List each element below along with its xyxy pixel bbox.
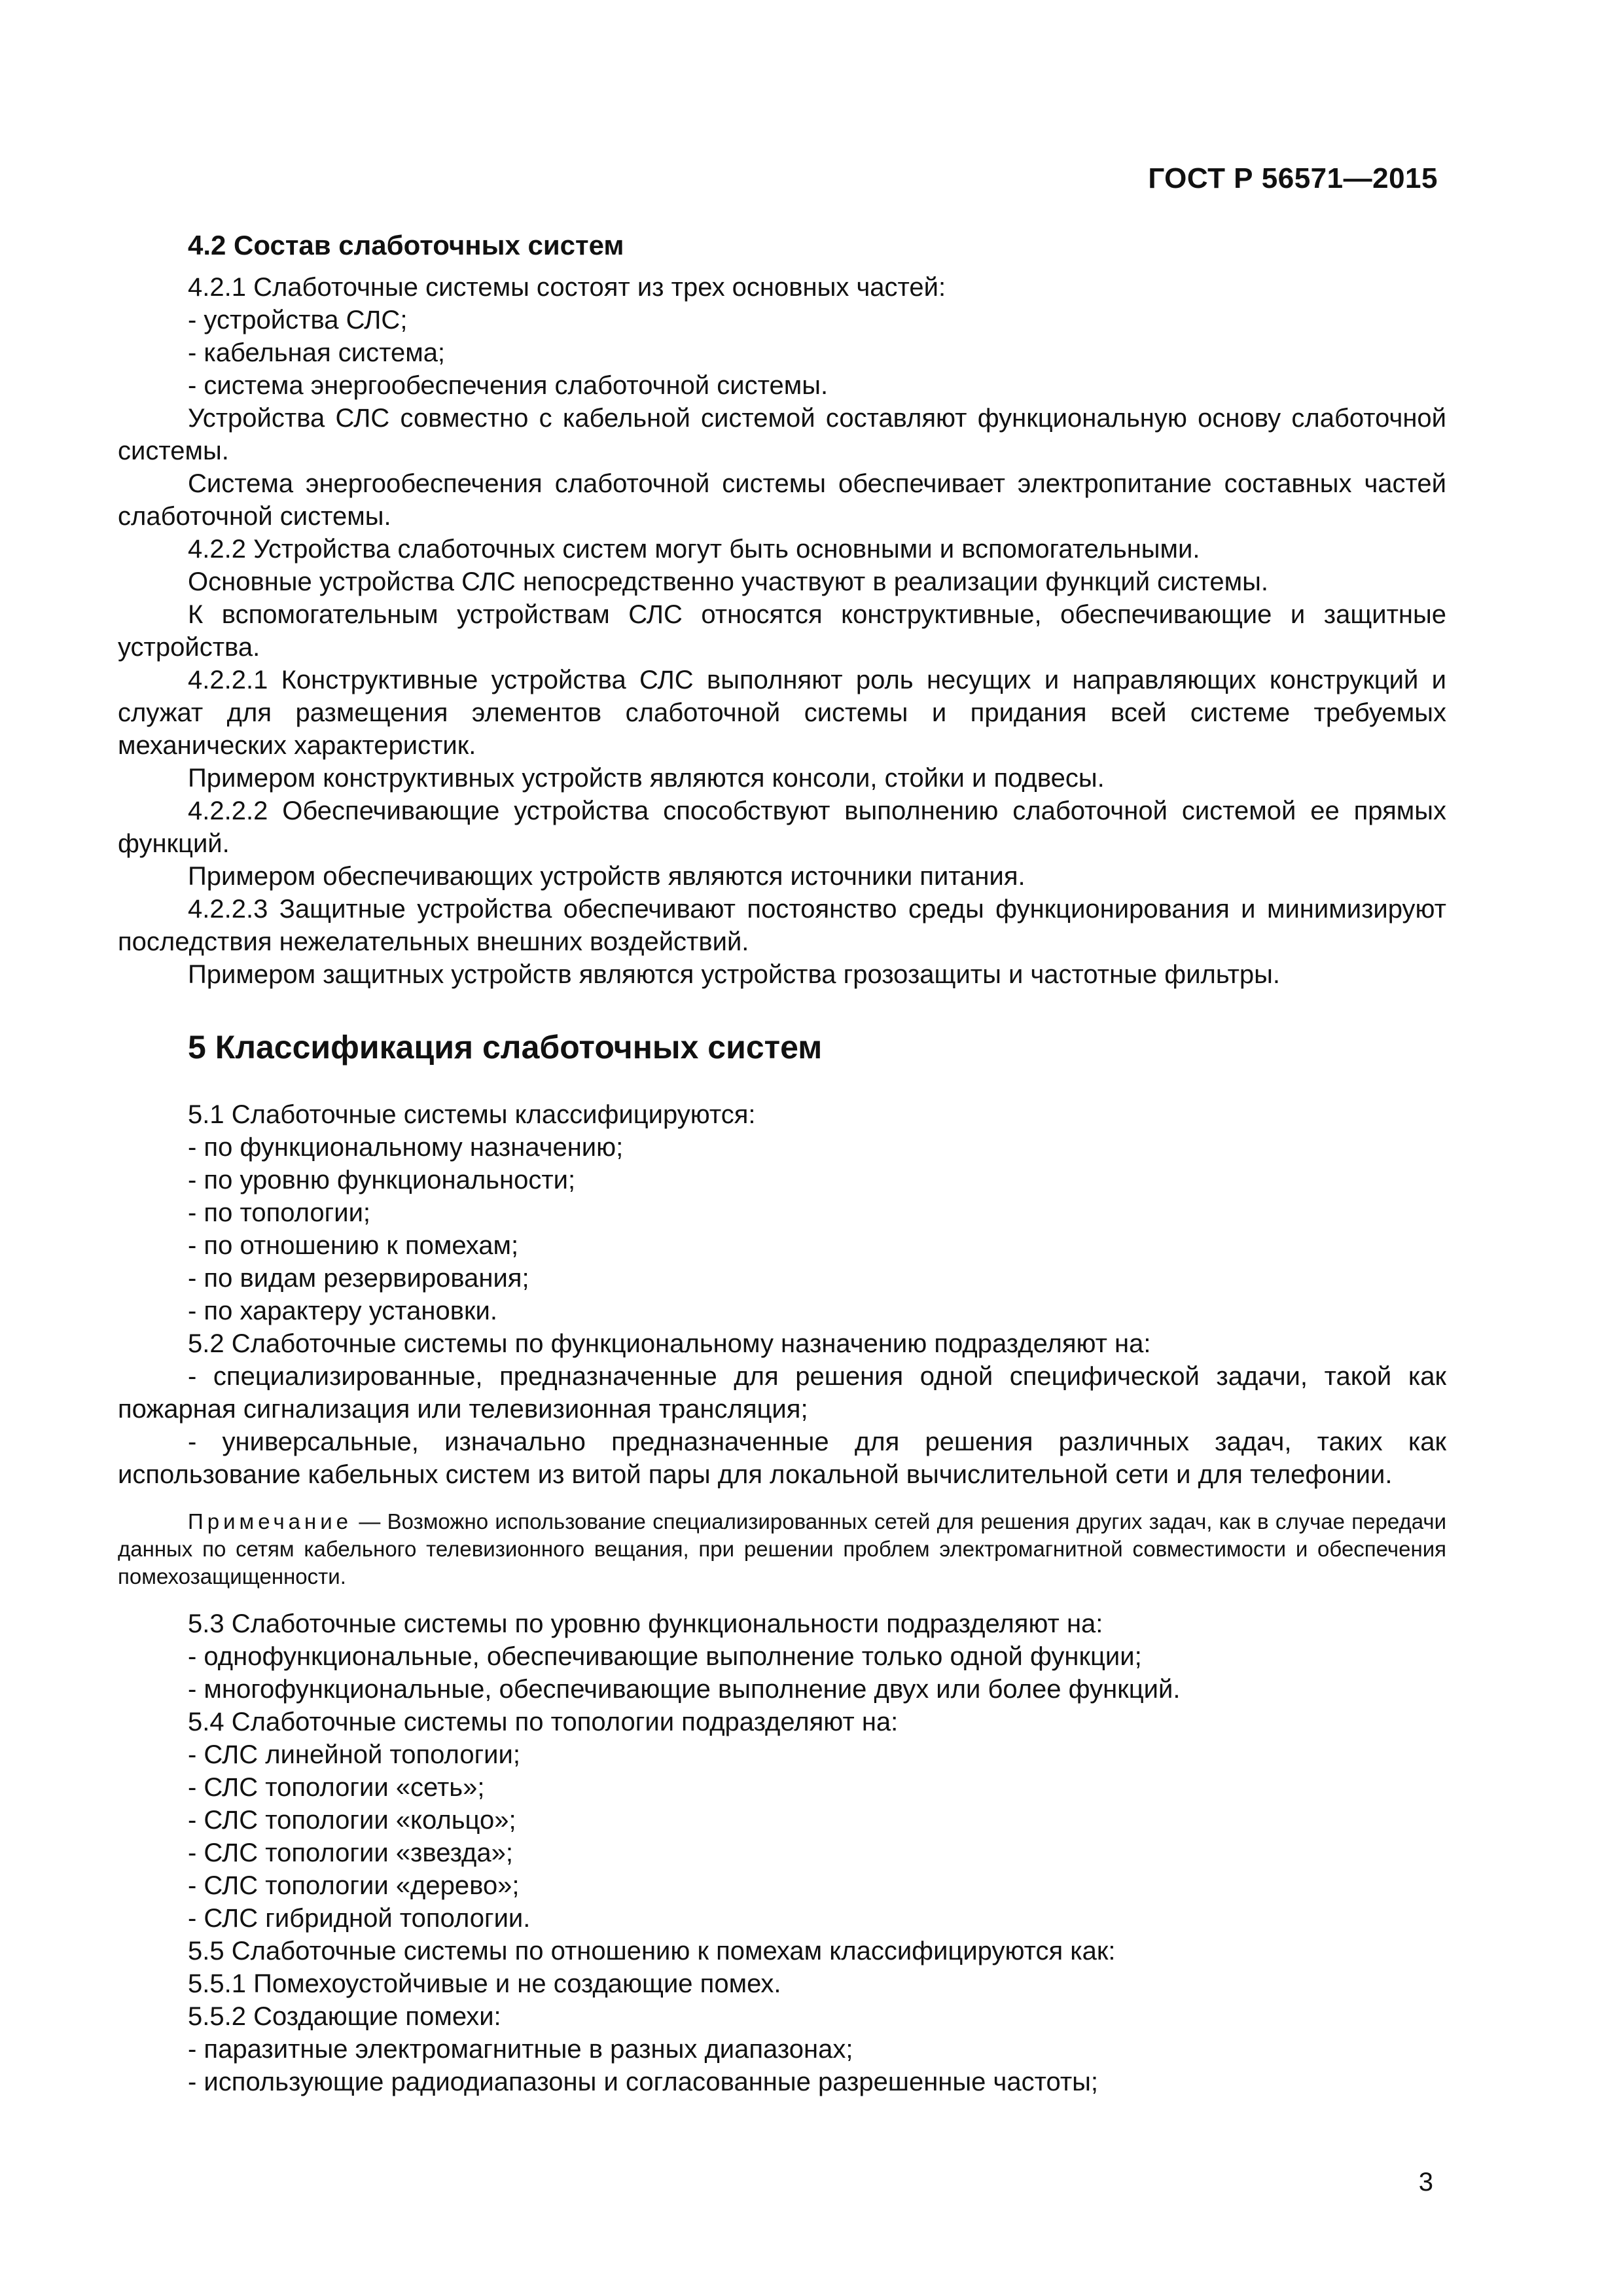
list-item: - паразитные электромагнитные в разных диапазонах; [188, 2035, 853, 2064]
list-item: - устройства СЛС; [188, 306, 408, 334]
document-code: ГОСТ Р 56571—2015 [1148, 162, 1438, 194]
list-item: - по топологии; [188, 1198, 371, 1227]
document-body [118, 229, 1446, 2098]
paragraph: Система энергообеспечения слаботочной системы обеспечивает электропитание составных частей слаботочной системы. [118, 469, 1446, 531]
paragraph: Примером конструктивных устройств являются консоли, стойки и подвесы. [188, 764, 1105, 793]
list-item: - СЛС топологии «сеть»; [188, 1773, 485, 1802]
paragraph: Устройства СЛС совместно с кабельной системой составляют функциональную основу слаботочной системы. [118, 404, 1446, 465]
note [118, 1508, 1446, 1590]
paragraph: 5.5 Слаботочные системы по отношению к помехам классифицируются как: [188, 1937, 1116, 1965]
paragraph: 5.4 Слаботочные системы по топологии подразделяют на: [188, 1708, 899, 1736]
paragraph: 5.5.1 Помехоустойчивые и не создающие помех. [188, 1969, 781, 1998]
list-item: - однофункциональные, обеспечивающие выполнение только одной функции; [188, 1642, 1142, 1671]
paragraph: 4.2.2.1 Конструктивные устройства СЛС выполняют роль несущих и направляющих конструкций и служат для размещения элементов слаботочной системы и придания всей системе требуемых механических характеристик. [118, 666, 1446, 760]
list-item: - по характеру установки. [188, 1297, 497, 1325]
list-item: - по отношению к помехам; [188, 1231, 519, 1260]
paragraph: Примером защитных устройств являются устройства грозозащиты и частотные фильтры. [188, 960, 1281, 989]
paragraph: 4.2.2.2 Обеспечивающие устройства способствуют выполнению слаботочной системой ее прямых функций. [118, 797, 1446, 858]
list-item: - СЛС линейной топологии; [188, 1740, 520, 1769]
list-item: - система энергообеспечения слаботочной системы. [188, 371, 829, 400]
paragraph: 5.1 Слаботочные системы классифицируются: [188, 1100, 756, 1129]
list-item: - по видам резервирования; [188, 1264, 529, 1293]
paragraph: 5.5.2 Создающие помехи: [188, 2002, 501, 2031]
list-item: - по функциональному назначению; [188, 1133, 624, 1162]
paragraph: Основные устройства СЛС непосредственно участвуют в реализации функций системы. [188, 567, 1268, 596]
list-item: - специализированные, предназначенные для решения одной специфической задачи, такой как пожарная сигнализация или телевизионная трансляция; [118, 1362, 1446, 1424]
page-number: 3 [1418, 2168, 1433, 2197]
section-heading-5: 5 Классификация слаботочных систем [188, 1029, 823, 1066]
paragraph: 4.2.1 Слаботочные системы состоят из трех основных частей: [188, 273, 946, 302]
list-item: - СЛС топологии «кольцо»; [188, 1806, 516, 1835]
list-item: - использующие радиодиапазоны и согласованные разрешенные частоты; [188, 2068, 1098, 2096]
note-text: — Возможно использование специализированных сетей для решения других задач, как в случае передачи данных по сетям кабельного телевизионного вещания, при решении проблем электромагнитной совместимости и обеспечения помехозащищенности. [118, 1509, 1446, 1588]
paragraph: 4.2.2 Устройства слаботочных систем могут быть основными и вспомогательными. [188, 535, 1200, 564]
section-heading-4-2: 4.2 Состав слаботочных систем [188, 230, 624, 260]
paragraph: 5.2 Слаботочные системы по функциональному назначению подразделяют на: [188, 1329, 1151, 1358]
list-item: - СЛС топологии «звезда»; [188, 1839, 513, 1867]
paragraph: К вспомогательным устройствам СЛС относятся конструктивные, обеспечивающие и защитные устройства. [118, 600, 1446, 662]
list-item: - по уровню функциональности; [188, 1166, 576, 1194]
list-item: - универсальные, изначально предназначенные для решения различных задач, таких как использование кабельных систем из витой пары для локальной вычислительной сети и для телефонии. [118, 1427, 1446, 1489]
list-item: - СЛС топологии «дерево»; [188, 1871, 520, 1900]
paragraph: 5.3 Слаботочные системы по уровню функциональности подразделяют на: [188, 1609, 1103, 1638]
paragraph: Примером обеспечивающих устройств являются источники питания. [188, 862, 1026, 891]
list-item: - СЛС гибридной топологии. [188, 1904, 531, 1933]
paragraph: 4.2.2.3 Защитные устройства обеспечивают постоянство среды функционирования и минимизируют последствия нежелательных внешних воздействий. [118, 895, 1446, 956]
note-label: Примечание [188, 1509, 353, 1534]
list-item: - многофункциональные, обеспечивающие выполнение двух или более функций. [188, 1675, 1181, 1704]
list-item: - кабельная система; [188, 338, 446, 367]
